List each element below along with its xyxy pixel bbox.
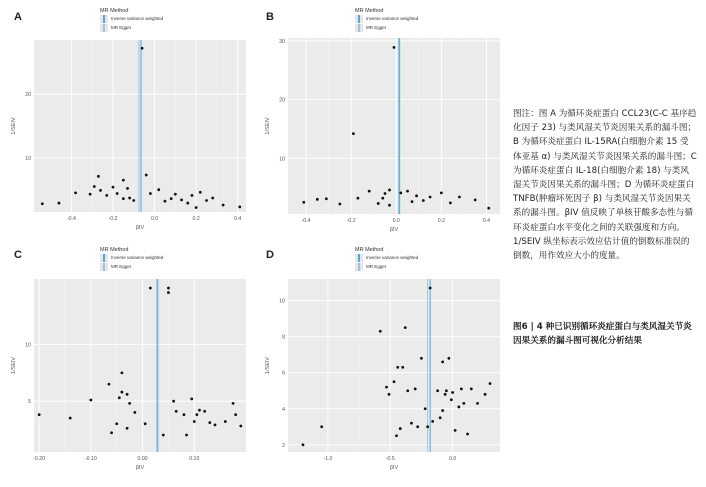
panel-label-a: A bbox=[14, 11, 22, 23]
data-point bbox=[89, 399, 92, 402]
plot-background bbox=[34, 279, 246, 452]
data-point bbox=[440, 191, 443, 194]
y-tick-label: 2 bbox=[282, 442, 285, 449]
data-point bbox=[198, 409, 201, 412]
data-point bbox=[116, 192, 119, 195]
data-point bbox=[439, 416, 442, 419]
data-point bbox=[385, 386, 388, 389]
data-point bbox=[199, 191, 202, 194]
x-tick-label: 0.4 bbox=[482, 218, 491, 224]
x-tick-label: -0.5 bbox=[385, 456, 395, 462]
data-point bbox=[441, 360, 444, 363]
data-point bbox=[416, 425, 419, 428]
data-point bbox=[381, 197, 384, 200]
legend-label-egger: MR Egger bbox=[366, 264, 387, 269]
legend-label-egger: MR Egger bbox=[111, 25, 132, 30]
x-tick-label: 0.0 bbox=[392, 218, 400, 224]
legend-d bbox=[355, 247, 418, 271]
data-point bbox=[239, 425, 242, 428]
y-tick-label: 10 bbox=[279, 156, 285, 163]
data-point bbox=[232, 402, 235, 405]
x-tick-label: -0.4 bbox=[66, 216, 76, 222]
data-point bbox=[118, 396, 121, 399]
data-point bbox=[74, 191, 77, 194]
x-tick-label: 0.10 bbox=[189, 456, 200, 462]
legend-title: MR Method bbox=[355, 247, 384, 253]
data-point bbox=[396, 366, 399, 369]
data-point bbox=[191, 194, 194, 197]
y-axis-label: 1/SEIV bbox=[265, 356, 271, 375]
funnel-plot-d bbox=[262, 277, 502, 474]
data-point bbox=[157, 188, 160, 191]
data-point bbox=[406, 190, 409, 193]
data-point bbox=[316, 198, 319, 201]
plot-background bbox=[288, 279, 500, 452]
data-point bbox=[474, 199, 477, 202]
data-point bbox=[149, 287, 152, 290]
data-point bbox=[388, 189, 391, 192]
data-point bbox=[69, 417, 72, 420]
data-point bbox=[450, 398, 453, 401]
data-point bbox=[145, 174, 148, 177]
x-axis-label: βIV bbox=[135, 465, 145, 471]
data-point bbox=[128, 197, 131, 200]
x-axis-label: βIV bbox=[389, 465, 399, 471]
data-point bbox=[211, 197, 214, 200]
data-point bbox=[126, 187, 129, 190]
data-point bbox=[338, 203, 341, 206]
data-point bbox=[302, 443, 305, 446]
data-point bbox=[122, 197, 125, 200]
data-point bbox=[410, 422, 413, 425]
y-tick-label: 10 bbox=[25, 155, 31, 162]
data-point bbox=[388, 204, 391, 207]
data-point bbox=[445, 389, 448, 392]
data-point bbox=[174, 193, 177, 196]
data-point bbox=[126, 427, 129, 430]
legend-label-ivw: Inverse variance weighted bbox=[366, 16, 419, 21]
funnel-plot-c bbox=[8, 277, 248, 474]
data-point bbox=[99, 189, 102, 192]
data-point bbox=[175, 410, 178, 413]
data-point bbox=[105, 194, 108, 197]
x-tick-label: -0.4 bbox=[301, 218, 311, 224]
data-point bbox=[108, 383, 111, 386]
legend-title: MR Method bbox=[100, 8, 129, 14]
data-point bbox=[132, 199, 135, 202]
data-point bbox=[429, 196, 432, 199]
legend-label-egger: MR Egger bbox=[366, 25, 387, 30]
legend-item-ivw bbox=[355, 253, 418, 262]
data-point bbox=[112, 186, 115, 189]
data-point bbox=[404, 326, 407, 329]
x-tick-label: -0.2 bbox=[108, 216, 118, 222]
data-point bbox=[208, 421, 211, 424]
data-point bbox=[422, 199, 425, 202]
data-point bbox=[128, 402, 131, 405]
data-point bbox=[121, 391, 124, 394]
data-point bbox=[185, 434, 188, 437]
data-point bbox=[302, 201, 305, 204]
data-point bbox=[93, 185, 96, 188]
legend-item-ivw bbox=[355, 14, 418, 23]
legend-b bbox=[355, 8, 418, 32]
x-tick-label: 0.2 bbox=[192, 216, 200, 222]
panel-label-d: D bbox=[266, 249, 274, 261]
data-point bbox=[458, 196, 461, 199]
data-point bbox=[377, 202, 380, 205]
y-tick-label: 6 bbox=[282, 370, 285, 377]
data-point bbox=[144, 422, 147, 425]
panel-label-c: C bbox=[14, 249, 22, 261]
legend-label-ivw: Inverse variance weighted bbox=[111, 16, 164, 21]
data-point bbox=[411, 200, 414, 203]
data-point bbox=[399, 427, 402, 430]
data-point bbox=[172, 400, 175, 403]
data-point bbox=[429, 287, 432, 290]
x-tick-label: 0.2 bbox=[437, 218, 445, 224]
data-point bbox=[205, 199, 208, 202]
legend-item-egger bbox=[355, 262, 418, 271]
data-point bbox=[420, 357, 423, 360]
plot-background bbox=[34, 40, 246, 212]
y-tick-label: 4 bbox=[282, 406, 285, 413]
legend-label-ivw: Inverse variance weighted bbox=[366, 255, 419, 260]
x-axis-label: βIV bbox=[135, 225, 145, 231]
data-point bbox=[406, 389, 409, 392]
x-axis-label: βIV bbox=[389, 227, 399, 233]
data-point bbox=[320, 425, 323, 428]
data-point bbox=[444, 393, 447, 396]
data-point bbox=[141, 47, 144, 50]
plot-background bbox=[288, 38, 500, 214]
y-tick-label: 10 bbox=[279, 298, 285, 305]
legend-title: MR Method bbox=[355, 8, 384, 14]
funnel-plot-b bbox=[262, 36, 502, 236]
data-point bbox=[115, 422, 118, 425]
data-point bbox=[393, 46, 396, 49]
data-point bbox=[38, 413, 41, 416]
data-point bbox=[470, 388, 473, 391]
data-point bbox=[133, 411, 136, 414]
legend-title: MR Method bbox=[100, 247, 129, 253]
data-point bbox=[436, 389, 439, 392]
data-point bbox=[476, 402, 479, 405]
data-point bbox=[97, 175, 100, 178]
data-point bbox=[424, 407, 427, 410]
data-point bbox=[388, 393, 391, 396]
data-point bbox=[58, 202, 61, 205]
data-point bbox=[162, 434, 165, 437]
data-point bbox=[489, 382, 492, 385]
panel-label-b: B bbox=[266, 11, 274, 23]
data-point bbox=[352, 132, 355, 135]
legend-item-egger bbox=[100, 23, 163, 32]
legend-label-egger: MR Egger bbox=[111, 264, 132, 269]
data-point bbox=[395, 434, 398, 437]
data-point bbox=[454, 429, 457, 432]
data-point bbox=[167, 287, 170, 290]
data-point bbox=[325, 197, 328, 200]
data-point bbox=[457, 406, 460, 409]
figure-title: 图6 | 4 种已识别循环炎症蛋白与类风湿关节炎因果关系的漏斗图可视化分析结果 bbox=[513, 322, 692, 347]
data-point bbox=[167, 291, 170, 294]
x-tick-label: 0.0 bbox=[449, 456, 457, 462]
data-point bbox=[384, 192, 387, 195]
data-point bbox=[393, 380, 396, 383]
data-point bbox=[401, 366, 404, 369]
legend-item-ivw bbox=[100, 14, 163, 23]
data-point bbox=[368, 190, 371, 193]
x-tick-label: 0.4 bbox=[234, 216, 242, 222]
legend-a bbox=[100, 8, 163, 32]
data-point bbox=[110, 431, 113, 434]
data-point bbox=[451, 391, 454, 394]
x-tick-label: -1.0 bbox=[323, 456, 333, 462]
y-tick-label: 8 bbox=[282, 334, 285, 341]
data-point bbox=[426, 425, 429, 428]
data-point bbox=[126, 393, 129, 396]
x-tick-label: -0.2 bbox=[346, 218, 356, 224]
data-point bbox=[193, 420, 196, 423]
data-point bbox=[487, 207, 490, 210]
data-point bbox=[466, 433, 469, 436]
legend-item-egger bbox=[100, 262, 163, 271]
funnel-plot-a bbox=[8, 38, 248, 234]
data-point bbox=[399, 191, 402, 194]
data-point bbox=[462, 402, 465, 405]
figure-caption: 图注：图 A 为循环炎症蛋白 CCL23(C-C 基序趋化因子 23) 与类风湿关节炎因果关系的漏斗图；B 为循环炎症蛋白 IL-15RA(白细胞介素 15 受体亚基 α) 与类风湿关节炎因果关系的漏斗图；C 为循环炎症蛋白 IL-18(白细胞介素 18) 与类风湿关节炎因果关系的漏斗图；D 为循环炎症蛋白 TNFB(肿瘤坏死因子 β) 与类风湿关节炎因果关系的漏斗图。βIV 值反映了单核苷酸多态性与循环炎症蛋白水平变化之间的关联强度和方向。1/SEIV 纵坐标表示效应估计值的倒数标准误的倒数，用作效应大小的度量。 bbox=[513, 109, 697, 262]
data-point bbox=[224, 420, 227, 423]
y-axis-label: 1/SEIV bbox=[11, 117, 17, 135]
y-axis-label: 1/SEIV bbox=[265, 117, 271, 135]
data-point bbox=[122, 179, 125, 182]
data-point bbox=[449, 201, 452, 204]
legend-item-egger bbox=[355, 23, 418, 32]
y-tick-label: 20 bbox=[25, 92, 31, 99]
data-point bbox=[89, 193, 92, 196]
legend-label-ivw: Inverse variance weighted bbox=[111, 255, 164, 260]
data-point bbox=[238, 206, 241, 209]
data-point bbox=[484, 393, 487, 396]
y-tick-label: 20 bbox=[279, 97, 285, 104]
data-point bbox=[190, 397, 193, 400]
data-point bbox=[415, 194, 418, 197]
data-point bbox=[447, 357, 450, 360]
data-point bbox=[460, 388, 463, 391]
x-tick-label: -0.10 bbox=[84, 456, 97, 462]
data-point bbox=[203, 410, 206, 413]
data-point bbox=[234, 413, 237, 416]
data-point bbox=[357, 197, 360, 200]
data-point bbox=[41, 202, 44, 205]
data-point bbox=[214, 423, 217, 426]
data-point bbox=[195, 413, 198, 416]
data-point bbox=[164, 200, 167, 203]
legend-c bbox=[100, 247, 163, 271]
data-point bbox=[195, 206, 198, 209]
x-tick-label: 0.00 bbox=[137, 456, 148, 462]
data-point bbox=[149, 192, 152, 195]
data-point bbox=[186, 202, 189, 205]
y-tick-label: 30 bbox=[279, 38, 285, 45]
data-point bbox=[414, 388, 417, 391]
y-tick-label: 5 bbox=[28, 399, 31, 406]
data-point bbox=[180, 198, 183, 201]
x-tick-label: -0.20 bbox=[33, 456, 46, 462]
y-axis-label: 1/SEIV bbox=[11, 356, 17, 375]
data-point bbox=[183, 413, 186, 416]
x-tick-label: 0.0 bbox=[150, 216, 159, 222]
y-tick-label: 10 bbox=[25, 342, 31, 349]
data-point bbox=[121, 371, 124, 374]
data-point bbox=[441, 409, 444, 412]
data-point bbox=[222, 204, 225, 207]
data-point bbox=[170, 197, 173, 200]
legend-item-ivw bbox=[100, 253, 163, 262]
data-point bbox=[431, 420, 434, 423]
data-point bbox=[379, 330, 382, 333]
